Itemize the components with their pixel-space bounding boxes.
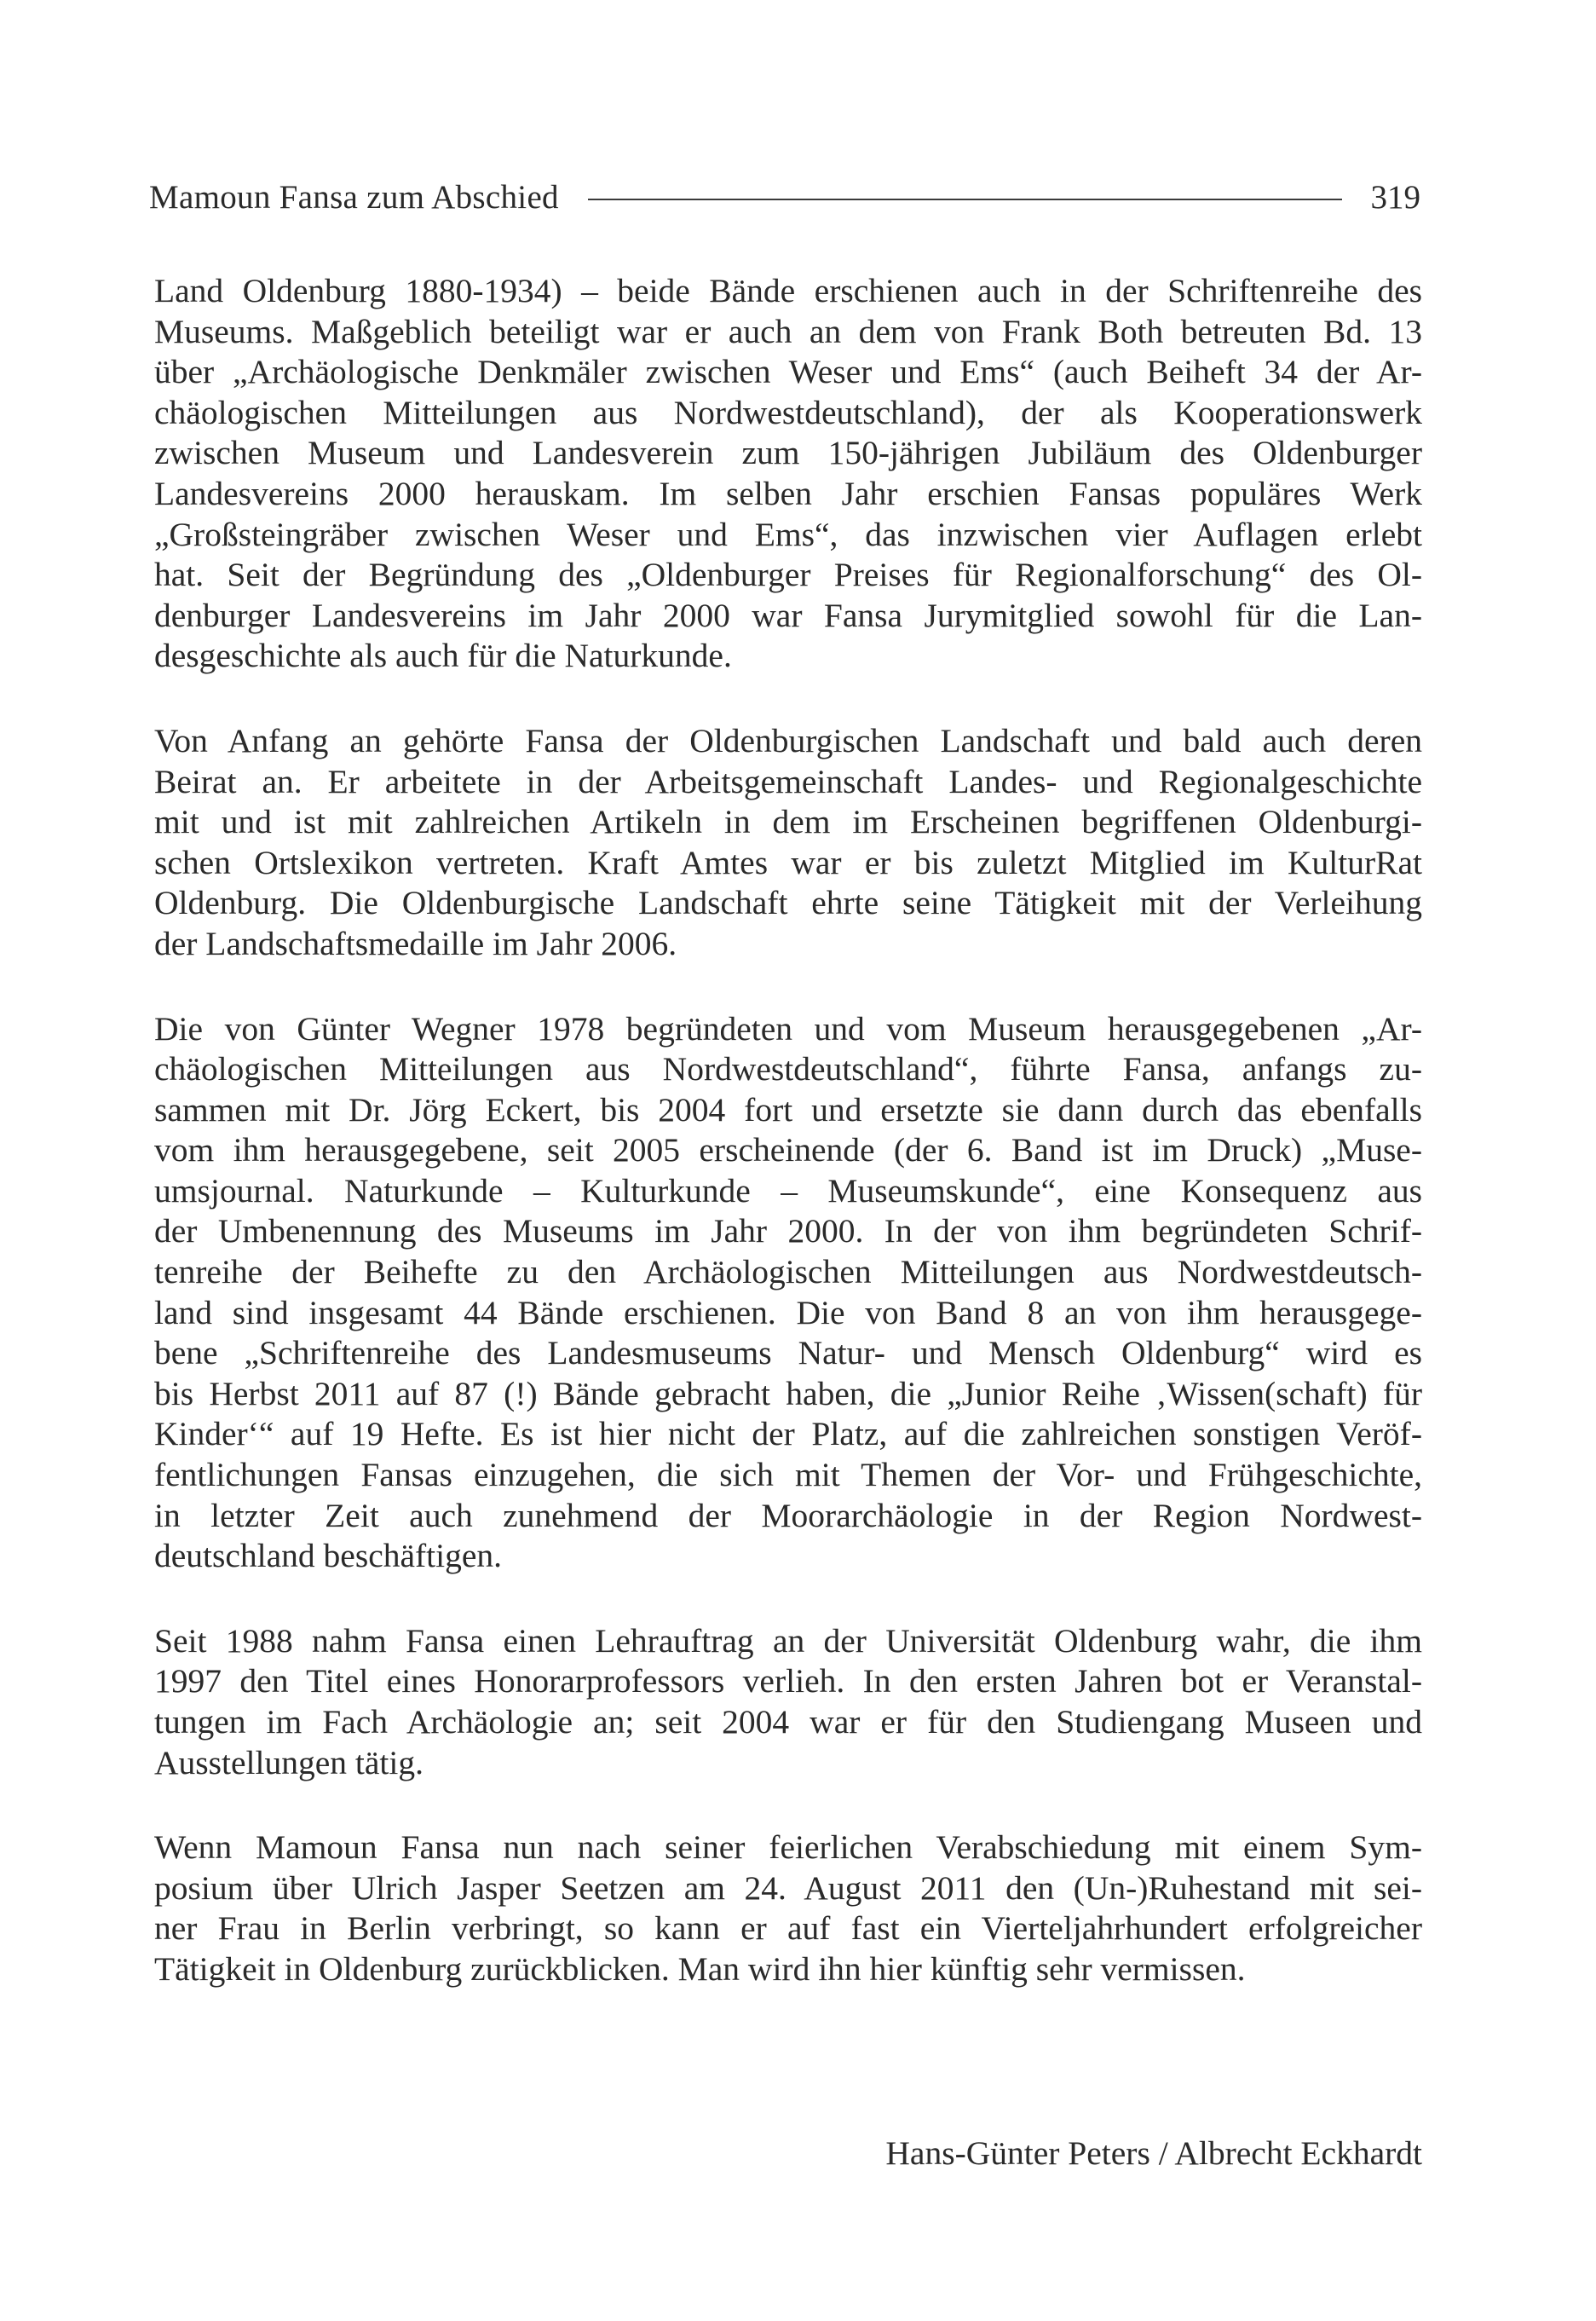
text-line: Beirat an. Er arbeitete in der Arbeitsgemeinschaft Landes- und Regionalgeschichte <box>154 762 1422 800</box>
running-title: Mamoun Fansa zum Abschied <box>149 178 559 216</box>
text-line: Seit 1988 nahm Fansa einen Lehrauftrag an der Universität Oldenburg wahr, die ihm <box>154 1621 1422 1660</box>
text-line: hat. Seit der Begründung des „Oldenburger Preises für Regionalforschung“ des Ol- <box>154 556 1422 594</box>
text-line: bis Herbst 2011 auf 87 (!) Bände gebracht haben, die „Junior Reihe ‚Wissen(schaft) für <box>154 1374 1422 1412</box>
text-line: zwischen Museum und Landesverein zum 150-jährigen Jubiläum des Oldenburger <box>154 434 1422 472</box>
text-line: denburger Landesvereins im Jahr 2000 war Fansa Jurymitglied sowohl für die Lan- <box>154 596 1422 634</box>
text-line: tenreihe der Beihefte zu den Archäologischen Mitteilungen aus Nordwestdeutsch- <box>154 1253 1422 1291</box>
text-line: umsjournal. Naturkunde – Kulturkunde – Museumskunde“, eine Konsequenz aus <box>154 1171 1422 1210</box>
text-line: Wenn Mamoun Fansa nun nach seiner feierlichen Verabschiedung mit einem Sym- <box>154 1828 1422 1867</box>
text-line: chäologischen Mitteilungen aus Nordwestdeutschland), der als Kooperationswerk <box>154 393 1422 431</box>
text-line: Kinder‘“ auf 19 Hefte. Es ist hier nicht der Platz, auf die zahlreichen sonstigen Veröf- <box>154 1415 1422 1453</box>
paragraph <box>154 721 1422 965</box>
text-line: ner Frau in Berlin verbringt, so kann er auf fast ein Vierteljahrhundert erfolgreicher <box>154 1909 1422 1948</box>
header-rule <box>588 199 1342 200</box>
text-line: deutschland beschäftigen. <box>154 1537 503 1575</box>
text-line: desgeschichte als auch für die Naturkunde. <box>154 637 732 675</box>
text-line: land sind insgesamt 44 Bände erschienen. Die von Band 8 an von ihm herausgege- <box>154 1293 1422 1331</box>
text-line: Land Oldenburg 1880-1934) – beide Bände erschienen auch in der Schriftenreihe des <box>154 272 1422 309</box>
text-line: vom ihm herausgegebene, seit 2005 erscheinende (der 6. Band ist im Druck) „Muse- <box>154 1131 1422 1169</box>
paragraph <box>154 1827 1422 1989</box>
text-line: der Umbenennung des Museums im Jahr 2000. In der von ihm begründeten Schrif- <box>154 1212 1422 1250</box>
text-line: posium über Ulrich Jasper Seetzen am 24. August 2011 den (Un-)Ruhestand mit sei- <box>154 1868 1422 1907</box>
text-line: sammen mit Dr. Jörg Eckert, bis 2004 fort und ersetzte sie dann durch das ebenfalls <box>154 1090 1422 1129</box>
text-line: bene „Schriftenreihe des Landesmuseums Natur- und Mensch Oldenburg“ wird es <box>154 1334 1422 1372</box>
text-line: 1997 den Titel eines Honorarprofessors verlieh. In den ersten Jahren bot er Veranstal- <box>154 1662 1422 1700</box>
text-line: Die von Günter Wegner 1978 begründeten und vom Museum herausgegebenen „Ar- <box>154 1009 1422 1048</box>
paragraph <box>154 1009 1422 1577</box>
author-signature: Hans-Günter Peters / Albrecht Eckhardt <box>885 2134 1422 2172</box>
text-line: schen Ortslexikon vertreten. Kraft Amtes war er bis zuletzt Mitglied im KulturRat <box>154 843 1422 881</box>
text-line: Oldenburg. Die Oldenburgische Landschaft ehrte seine Tätigkeit mit der Verleihung <box>154 884 1422 922</box>
running-head <box>149 167 1420 227</box>
text-line: chäologischen Mitteilungen aus Nordwestdeutschland“, führte Fansa, anfangs zu- <box>154 1050 1422 1088</box>
body-text <box>154 271 1422 2035</box>
text-line: Landesvereins 2000 herauskam. Im selben Jahr erschien Fansas populäres Werk <box>154 474 1422 512</box>
paragraph <box>154 271 1422 677</box>
text-line: Ausstellungen tätig. <box>154 1743 423 1781</box>
text-line: fentlichungen Fansas einzugehen, die sich mit Themen der Vor- und Frühgeschichte, <box>154 1456 1422 1494</box>
page-number: 319 <box>1370 178 1420 216</box>
text-line: „Großsteingräber zwischen Weser und Ems“, das inzwischen vier Auflagen erlebt <box>154 515 1422 553</box>
text-line: tungen im Fach Archäologie an; seit 2004 war er für den Studiengang Museen und <box>154 1703 1422 1741</box>
text-line: Von Anfang an gehörte Fansa der Oldenburgischen Landschaft und bald auch deren <box>154 721 1422 759</box>
text-line: über „Archäologische Denkmäler zwischen Weser und Ems“ (auch Beiheft 34 der Ar- <box>154 353 1422 391</box>
text-line: in letzter Zeit auch zunehmend der Moorarchäologie in der Region Nordwest- <box>154 1496 1422 1534</box>
text-line: der Landschaftsmedaille im Jahr 2006. <box>154 924 677 962</box>
text-line: Tätigkeit in Oldenburg zurückblicken. Man wird ihn hier künftig sehr vermissen. <box>154 1949 1246 1988</box>
text-line: Museums. Maßgeblich beteiligt war er auch an dem von Frank Both betreuten Bd. 13 <box>154 312 1422 350</box>
text-line: mit und ist mit zahlreichen Artikeln in dem im Erscheinen begriffenen Oldenburgi- <box>154 803 1422 841</box>
paragraph <box>154 1621 1422 1783</box>
